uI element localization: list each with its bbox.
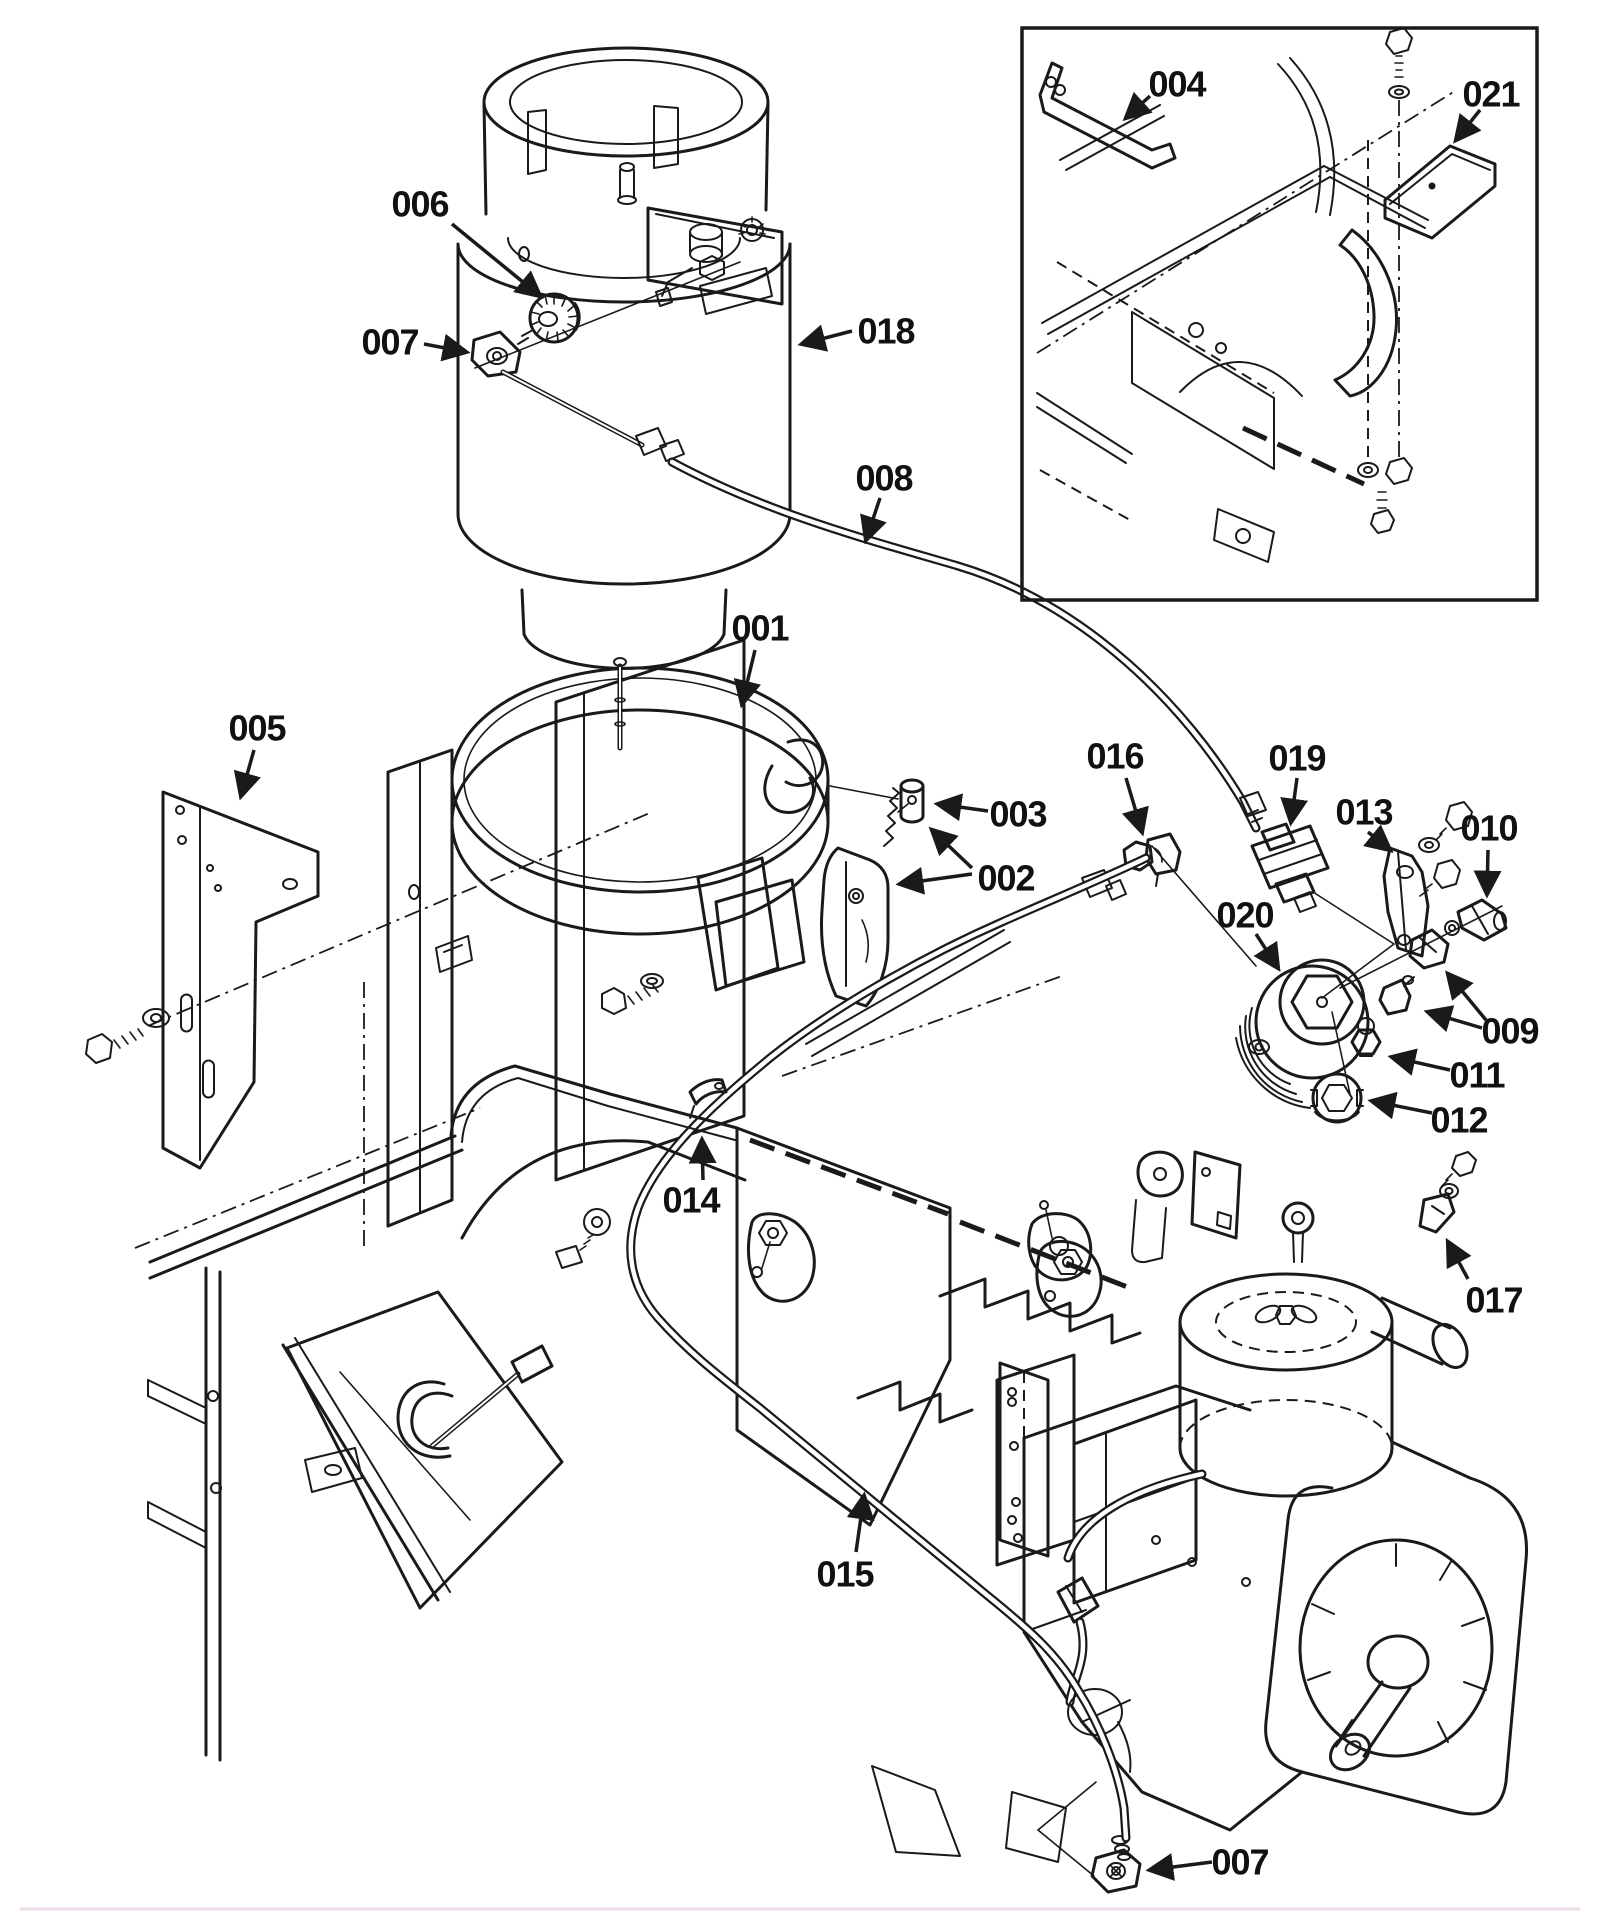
callout-013-label: 013: [1335, 791, 1393, 833]
callout-002-label: 002: [977, 857, 1035, 899]
callout-005: [228, 708, 286, 797]
elbow-fitting-top: [472, 331, 531, 376]
callout-006-label: 006: [391, 183, 449, 225]
valve-012: [1311, 1074, 1363, 1122]
callout-010-label: 010: [1460, 807, 1518, 849]
inset-frame: [1037, 58, 1455, 562]
panel-grommet-screw: [556, 1209, 610, 1268]
callout-004: [1126, 64, 1207, 119]
callout-016: [1086, 736, 1143, 833]
callout-017: [1448, 1242, 1523, 1321]
latch-pin: [898, 780, 923, 822]
band-hook: [765, 740, 823, 813]
callout-012-label: 012: [1430, 1099, 1488, 1141]
elbow-fitting-bottom: [1092, 1850, 1140, 1892]
fitting-009: [1380, 930, 1448, 1014]
engine-block: [1024, 1386, 1527, 1830]
fuel-line-bottom: [1038, 1782, 1130, 1876]
callout-003-label: 003: [989, 793, 1047, 835]
engine-assembly: [872, 1152, 1527, 1892]
callout-015: [816, 1496, 874, 1595]
callout-018-label: 018: [857, 310, 915, 352]
spark-plug-wire: [1058, 1474, 1202, 1772]
callout-013: [1335, 792, 1392, 851]
callout-001-label: 001: [731, 607, 789, 649]
clip-017: [1420, 1152, 1476, 1232]
callout-007-bottom-label: 007: [1211, 1841, 1269, 1883]
callout-010: [1460, 808, 1517, 895]
propane-tank: [458, 48, 790, 668]
callout-009: [1428, 974, 1539, 1052]
callout-021: [1456, 74, 1521, 141]
callout-021-label: 021: [1462, 73, 1520, 115]
callout-009-label: 009: [1481, 1010, 1539, 1052]
callout-008: [855, 458, 912, 541]
callout-002: [900, 830, 1035, 899]
band-pin: [614, 658, 626, 748]
callout-008-label: 008: [855, 457, 913, 499]
callout-003: [938, 794, 1047, 835]
frame-handle: [398, 1346, 552, 1457]
bracket-005: [86, 792, 652, 1168]
engine-mount-pads: [1029, 1152, 1313, 1280]
callout-014-label: 014: [662, 1179, 720, 1221]
side-panels: [737, 1128, 1140, 1556]
muffler-plate: [997, 1355, 1074, 1565]
callout-004-label: 004: [1148, 63, 1206, 105]
callout-018: [802, 311, 915, 352]
flywheel: [1300, 1540, 1492, 1777]
callout-001: [731, 608, 789, 705]
callout-011: [1392, 1055, 1506, 1096]
callout-015-label: 015: [816, 1553, 874, 1595]
callout-007-top: [361, 322, 466, 363]
callout-020-label: 020: [1216, 894, 1274, 936]
tank-mount-channel: [364, 640, 744, 1246]
clip-021: [1385, 146, 1495, 238]
callout-012: [1372, 1100, 1488, 1141]
inset-box: [1022, 28, 1537, 600]
callout-005-label: 005: [228, 707, 286, 749]
carburetor: [1074, 1400, 1196, 1603]
band-screw: [602, 974, 663, 1014]
callout-016-label: 016: [1086, 735, 1144, 777]
callout-011-label: 011: [1449, 1054, 1505, 1096]
clamp-band-assembly: [452, 658, 923, 1014]
callout-006: [391, 184, 540, 297]
valve-knob: [530, 294, 580, 342]
callout-019: [1268, 738, 1325, 823]
callout-007-bottom: [1150, 1842, 1269, 1883]
air-cleaner: [1180, 1274, 1474, 1496]
callout-019-label: 019: [1268, 737, 1326, 779]
callout-007-top-label: 007: [361, 321, 419, 363]
callout-017-label: 017: [1465, 1279, 1523, 1321]
bracket-005-bolt: [86, 1009, 169, 1063]
